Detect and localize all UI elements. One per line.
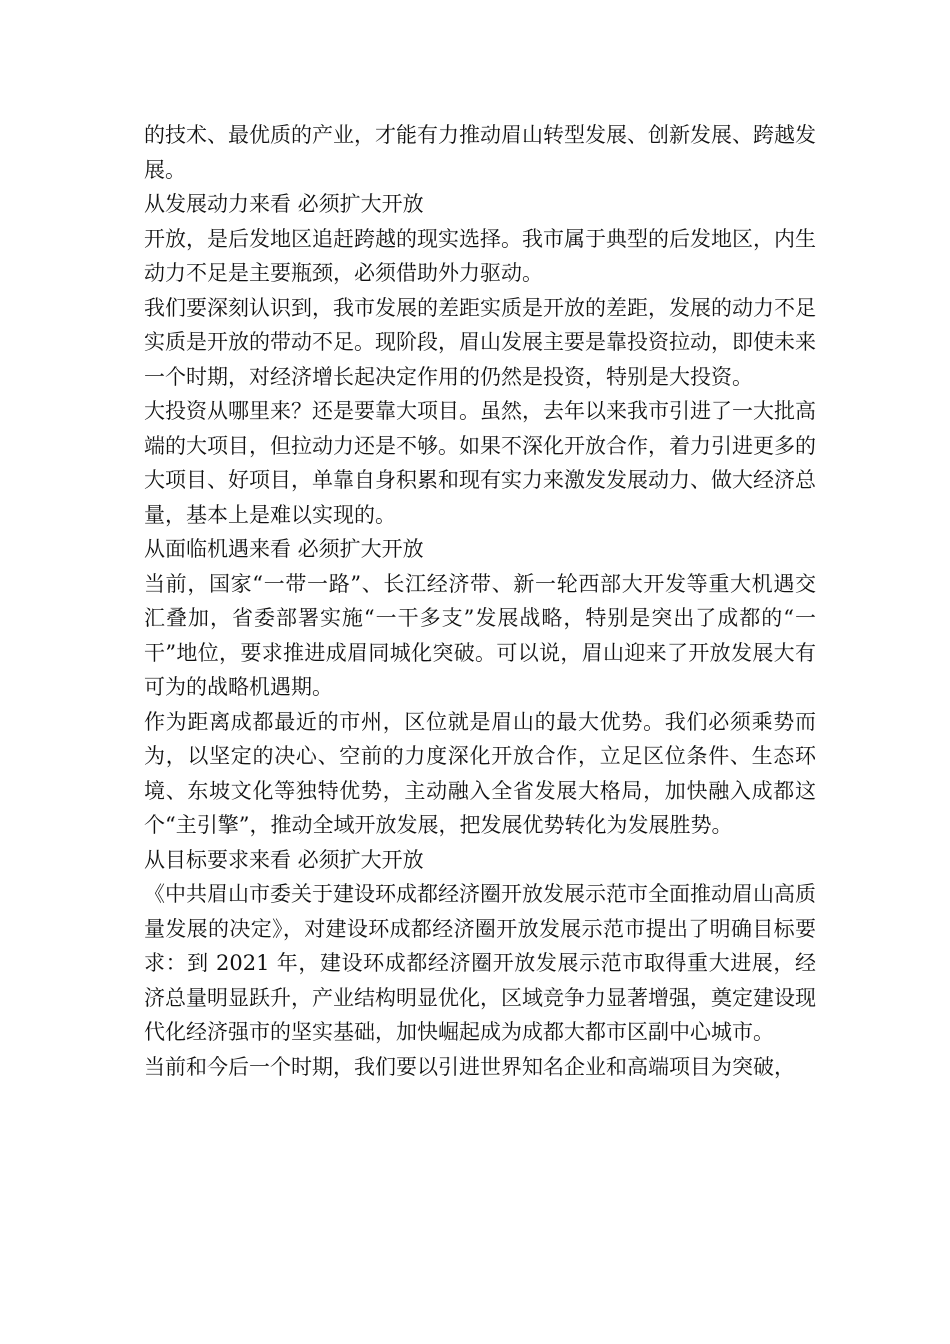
paragraph: 我们要深刻认识到，我市发展的差距实质是开放的差距，发展的动力不足实质是开放的带动不足。现阶段，眉山发展主要是靠投资拉动，即使未来一个时期，对经济增长起决定作用的仍然是投资，特别是大投资。 xyxy=(144,295,816,389)
document-body xyxy=(144,118,816,1084)
section-heading: 从面临机遇来看 必须扩大开放 xyxy=(144,537,424,561)
paragraph: 《中共眉山市委关于建设环成都经济圈开放发展示范市全面推动眉山高质量发展的决定》，对建设环成都经济圈开放发展示范市提出了明确目标要求：到 2021 年，建设环成都经济圈开放发展示范市取得重大进展，经济总量明显跃升，产业结构明显优化，区域竞争力显著增强，奠定建设现代化经济强市的坚实基础，加快崛起成为成都大都市区副中心城市。 xyxy=(144,882,816,1044)
paragraph: 大投资从哪里来？还是要靠大项目。虽然，去年以来我市引进了一大批高端的大项目，但拉动力还是不够。如果不深化开放合作，着力引进更多的大项目、好项目，单靠自身积累和现有实力来激发发展动力、做大经济总量，基本上是难以实现的。 xyxy=(144,399,816,527)
section-heading: 从发展动力来看 必须扩大开放 xyxy=(144,192,424,216)
paragraph: 的技术、最优质的产业，才能有力推动眉山转型发展、创新发展、跨越发展。 xyxy=(144,123,816,182)
paragraph: 当前，国家“一带一路”、长江经济带、新一轮西部大开发等重大机遇交汇叠加，省委部署实施“一干多支”发展战略，特别是突出了成都的“一干”地位，要求推进成眉同城化突破。可以说，眉山迎来了开放发展大有可为的战略机遇期。 xyxy=(144,571,816,699)
paragraph: 开放，是后发地区追赶跨越的现实选择。我市属于典型的后发地区，内生动力不足是主要瓶颈，必须借助外力驱动。 xyxy=(144,226,816,285)
paragraph: 作为距离成都最近的市州，区位就是眉山的最大优势。我们必须乘势而为，以坚定的决心、空前的力度深化开放合作，立足区位条件、生态环境、东坡文化等独特优势，主动融入全省发展大格局，加快融入成都这个“主引擎”，推动全域开放发展，把发展优势转化为发展胜势。 xyxy=(144,709,816,837)
section-heading: 从目标要求来看 必须扩大开放 xyxy=(144,847,424,872)
paragraph: 当前和今后一个时期，我们要以引进世界知名企业和高端项目为突破， xyxy=(144,1054,795,1079)
